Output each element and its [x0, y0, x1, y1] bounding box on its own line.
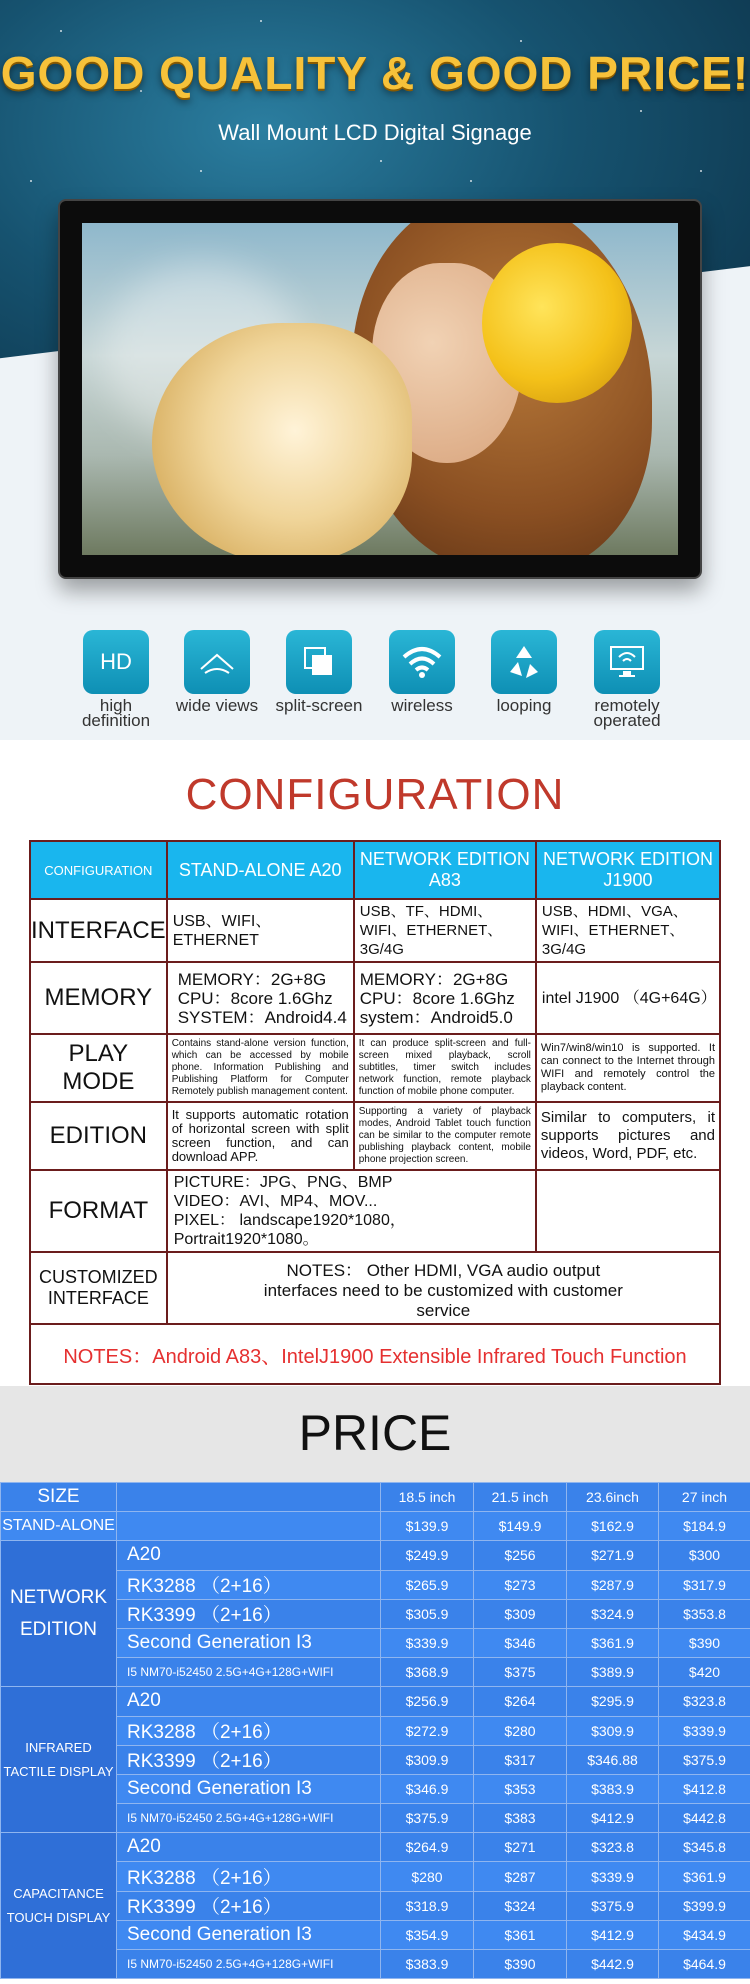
cell-j1900: Win7/win8/win10 is supported. It can connect to the Internet through WIFI and remotely control the playback content.	[536, 1034, 720, 1102]
config-row-memory	[30, 962, 720, 1034]
price-cell: $273	[474, 1570, 567, 1599]
price-cell: $346.88	[567, 1745, 659, 1774]
price-cell: $162.9	[567, 1512, 659, 1541]
config-row-customized	[30, 1252, 720, 1324]
price-cell: $412.8	[659, 1774, 750, 1803]
cell-j1900: Similar to computers, it supports pictures and videos, Word, PDF, etc.	[536, 1102, 720, 1170]
price-cell: $323.8	[659, 1687, 750, 1716]
cell-empty	[536, 1170, 720, 1252]
cell-a83: Supporting a variety of playback modes, Android Tablet touch function can be similar to the computer remote publishing playback content, mobile phone projection screen.	[354, 1102, 536, 1170]
cell-a20: Contains stand-alone version function, which can be accessed by mobile phone. Information Publishing and Publishing Platform for Computer Remotely publish management content.	[167, 1034, 354, 1102]
price-row	[1, 1833, 750, 1862]
price-title: PRICE	[298, 1405, 452, 1461]
size-header: 18.5 inch	[381, 1483, 474, 1512]
price-cell: $345.8	[659, 1833, 750, 1862]
price-cell: $272.9	[381, 1716, 474, 1745]
config-header-row	[30, 841, 720, 899]
model-name: Second Generation I3	[117, 1774, 381, 1803]
price-cell: $389.9	[567, 1658, 659, 1687]
cell-a20: MEMORY：2G+8G CPU：8core 1.6Ghz SYSTEM：Android4.4	[167, 962, 354, 1034]
price-cell: $442.9	[567, 1950, 659, 1979]
config-row-notes	[30, 1324, 720, 1384]
size-label: SIZE	[1, 1483, 117, 1512]
config-row-play-mode	[30, 1034, 720, 1102]
recycle-icon	[491, 630, 557, 694]
extensible-touch-note: NOTES：Android A83、IntelJ1900 Extensible Infrared Touch Function	[30, 1324, 720, 1384]
price-cell: $317.9	[659, 1570, 750, 1599]
cell-a83: USB、TF、HDMI、WIFI、ETHERNET、3G/4G	[354, 899, 536, 962]
config-header: NETWORK EDITION J1900	[536, 841, 720, 899]
model-name: I5 NM70-i52450 2.5G+4G+128G+WIFI	[117, 1804, 381, 1833]
price-cell: $149.9	[474, 1512, 567, 1541]
price-cell: $346	[474, 1628, 567, 1657]
model-name: RK3399 （2+16）	[117, 1891, 381, 1920]
model-name: RK3288 （2+16）	[117, 1862, 381, 1891]
price-cell: $323.8	[567, 1833, 659, 1862]
model-name: RK3288 （2+16）	[117, 1716, 381, 1745]
hero-banner	[0, 0, 750, 740]
model-name: A20	[117, 1833, 381, 1862]
price-cell: $265.9	[381, 1570, 474, 1599]
price-cell: $412.9	[567, 1920, 659, 1949]
price-cell: $271	[474, 1833, 567, 1862]
cell-a83: It can produce split-screen and full-screen mixed playback, scroll subtitles, timer switch includes network function, remote playback function of mobile phone computer.	[354, 1034, 536, 1102]
price-cell: $375.9	[567, 1891, 659, 1920]
price-cell: $317	[474, 1745, 567, 1774]
row-label: PLAY MODE	[30, 1034, 167, 1102]
model-name: I5 NM70-i52450 2.5G+4G+128G+WIFI	[117, 1950, 381, 1979]
config-row-format	[30, 1170, 720, 1252]
price-cell: $280	[381, 1862, 474, 1891]
price-cell: $256	[474, 1541, 567, 1570]
hd-icon: HD	[83, 630, 149, 694]
feature-high-definition: HD high definition	[65, 630, 167, 728]
cell-j1900: intel J1900 （4G+64G）	[536, 962, 720, 1034]
model-name: Second Generation I3	[117, 1920, 381, 1949]
wifi-icon	[389, 630, 455, 694]
price-cell: $295.9	[567, 1687, 659, 1716]
lcd-display-photo	[58, 199, 702, 579]
price-cell: $309.9	[381, 1745, 474, 1774]
price-cell: $383	[474, 1804, 567, 1833]
price-cell: $412.9	[567, 1804, 659, 1833]
standalone-label: STAND-ALONE	[1, 1512, 117, 1541]
feature-wide-views: wide views	[166, 630, 268, 713]
price-cell: $375.9	[381, 1804, 474, 1833]
feature-looping: looping	[473, 630, 575, 713]
price-cell: $368.9	[381, 1658, 474, 1687]
config-row-edition	[30, 1102, 720, 1170]
model-name: A20	[117, 1687, 381, 1716]
price-cell: $280	[474, 1716, 567, 1745]
model-name: RK3399 （2+16）	[117, 1745, 381, 1774]
feature-wireless: wireless	[371, 630, 473, 713]
price-cell: $353.8	[659, 1599, 750, 1628]
price-cell: $361	[474, 1920, 567, 1949]
price-cell: $390	[474, 1950, 567, 1979]
price-cell: $383.9	[567, 1774, 659, 1803]
price-header-row	[1, 1483, 750, 1512]
config-header: STAND-ALONE A20	[167, 841, 354, 899]
price-cell: $464.9	[659, 1950, 750, 1979]
cell-custom-notes: NOTES： Other HDMI, VGA audio output interfaces need to be customized with customer service	[167, 1252, 720, 1324]
headline: GOOD QUALITY & GOOD PRICE!	[0, 47, 750, 99]
price-group-label: INFRARED TACTILE DISPLAY	[1, 1687, 117, 1833]
price-cell: $264	[474, 1687, 567, 1716]
price-cell: $399.9	[659, 1891, 750, 1920]
model-name: I5 NM70-i52450 2.5G+4G+128G+WIFI	[117, 1658, 381, 1687]
price-cell: $256.9	[381, 1687, 474, 1716]
price-cell: $375.9	[659, 1745, 750, 1774]
price-cell: $264.9	[381, 1833, 474, 1862]
feature-remotely-operated: remotely operated	[576, 630, 678, 728]
cell-a20: USB、WIFI、ETHERNET	[167, 899, 354, 962]
model-name: RK3288 （2+16）	[117, 1570, 381, 1599]
price-group-label: CAPACITANCE TOUCH DISPLAY	[1, 1833, 117, 1979]
price-cell: $353	[474, 1774, 567, 1803]
price-cell: $324	[474, 1891, 567, 1920]
cell-a83: MEMORY：2G+8G CPU：8core 1.6Ghz system：Android5.0	[354, 962, 536, 1034]
price-cell: $309	[474, 1599, 567, 1628]
config-header: NETWORK EDITION A83	[354, 841, 536, 899]
price-cell: $309.9	[567, 1716, 659, 1745]
price-cell: $339.9	[659, 1716, 750, 1745]
size-header: 27 inch	[659, 1483, 750, 1512]
price-cell: $324.9	[567, 1599, 659, 1628]
price-cell: $184.9	[659, 1512, 750, 1541]
config-header: CONFIGURATION	[30, 841, 167, 899]
product-subtitle: Wall Mount LCD Digital Signage	[218, 120, 532, 145]
price-cell: $249.9	[381, 1541, 474, 1570]
price-row	[1, 1687, 750, 1716]
wide-view-icon	[184, 630, 250, 694]
row-label: FORMAT	[30, 1170, 167, 1252]
price-cell: $346.9	[381, 1774, 474, 1803]
price-cell: $339.9	[567, 1862, 659, 1891]
cell-j1900: USB、HDMI、VGA、WIFI、ETHERNET、3G/4G	[536, 899, 720, 962]
price-cell: $287.9	[567, 1570, 659, 1599]
price-table	[0, 1482, 750, 1979]
price-cell: $305.9	[381, 1599, 474, 1628]
cell-a20: It supports automatic rotation of horizontal screen with split screen function, and can download APP.	[167, 1102, 354, 1170]
price-cell: $361.9	[567, 1628, 659, 1657]
price-cell: $339.9	[381, 1628, 474, 1657]
price-cell: $442.8	[659, 1804, 750, 1833]
row-label: INTERFACE	[30, 899, 167, 962]
remote-monitor-icon	[594, 630, 660, 694]
price-cell: $420	[659, 1658, 750, 1687]
configuration-title: CONFIGURATION	[185, 770, 565, 819]
row-label: CUSTOMIZED INTERFACE	[30, 1252, 167, 1324]
cell-format: PICTURE：JPG、PNG、BMP VIDEO：AVI、MP4、MOV... PIXEL： landscape1920*1080，Portrait1920*1080。	[167, 1170, 536, 1252]
config-row-interface	[30, 899, 720, 962]
price-cell: $271.9	[567, 1541, 659, 1570]
price-cell: $390	[659, 1628, 750, 1657]
model-name: Second Generation I3	[117, 1628, 381, 1657]
configuration-table	[29, 840, 721, 1385]
price-cell: $434.9	[659, 1920, 750, 1949]
row-label: MEMORY	[30, 962, 167, 1034]
price-group-label: NETWORK EDITION	[1, 1541, 117, 1687]
price-cell: $361.9	[659, 1862, 750, 1891]
price-cell: $383.9	[381, 1950, 474, 1979]
price-cell: $287	[474, 1862, 567, 1891]
row-label: EDITION	[30, 1102, 167, 1170]
price-cell: $139.9	[381, 1512, 474, 1541]
price-cell: $354.9	[381, 1920, 474, 1949]
model-name: A20	[117, 1541, 381, 1570]
price-row-standalone	[1, 1512, 750, 1541]
price-row	[1, 1541, 750, 1570]
price-cell: $318.9	[381, 1891, 474, 1920]
price-cell: $300	[659, 1541, 750, 1570]
model-name: RK3399 （2+16）	[117, 1599, 381, 1628]
feature-icons	[0, 630, 750, 740]
feature-split-screen: split-screen	[268, 630, 370, 713]
size-header: 23.6inch	[567, 1483, 659, 1512]
size-header: 21.5 inch	[474, 1483, 567, 1512]
split-screen-icon	[286, 630, 352, 694]
price-cell: $375	[474, 1658, 567, 1687]
